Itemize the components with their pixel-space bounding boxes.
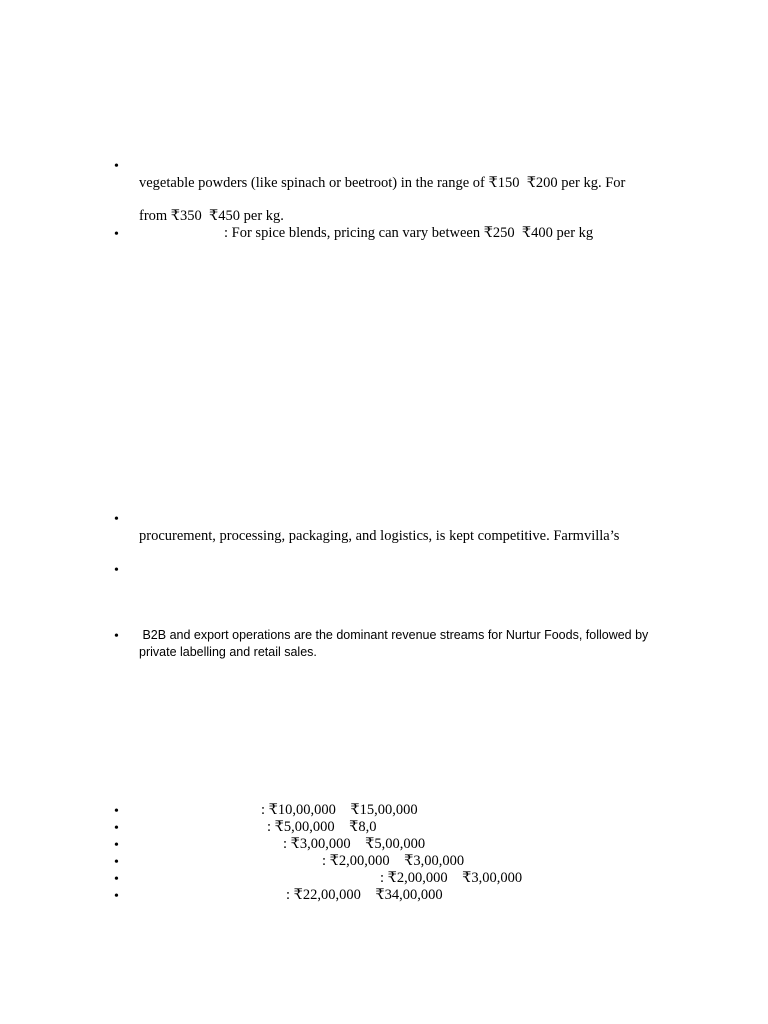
cost-procurement-line: procurement, processing, packaging, and logistics, is kept competitive. Farmvilla’s: [139, 528, 620, 544]
revenue-line-2: private labelling and retail sales.: [139, 645, 317, 659]
budget-item: : ₹2,00,000 ₹3,00,000: [322, 853, 465, 869]
bullet-marker: •: [114, 563, 119, 578]
budget-item: : ₹22,00,000 ₹34,00,000: [286, 887, 443, 903]
bullet-marker: •: [114, 855, 119, 870]
bullet-marker: •: [114, 821, 119, 836]
bullet-marker: •: [114, 889, 119, 904]
pricing-powders-line-1: vegetable powders (like spinach or beetroot) in the range of ₹150 ₹200 per kg. For: [139, 175, 626, 191]
budget-item: : ₹3,00,000 ₹5,00,000: [283, 836, 426, 852]
bullet-marker: •: [114, 512, 119, 527]
bullet-marker: •: [114, 804, 119, 819]
budget-item: : ₹5,00,000 ₹8,0: [267, 819, 377, 835]
bullet-marker: •: [114, 629, 119, 644]
revenue-line-1: B2B and export operations are the dominant revenue streams for Nurtur Foods, followed by: [139, 628, 649, 642]
budget-item: : ₹10,00,000 ₹15,00,000: [261, 802, 418, 818]
pricing-powders-line-2: from ₹350 ₹450 per kg.: [139, 208, 284, 224]
bullet-marker: •: [114, 227, 119, 242]
pricing-spice-line: : For spice blends, pricing can vary between ₹250 ₹400 per kg: [224, 225, 594, 241]
bullet-marker: •: [114, 838, 119, 853]
bullet-marker: •: [114, 872, 119, 887]
bullet-marker: •: [114, 159, 119, 174]
budget-item: : ₹2,00,000 ₹3,00,000: [380, 870, 523, 886]
